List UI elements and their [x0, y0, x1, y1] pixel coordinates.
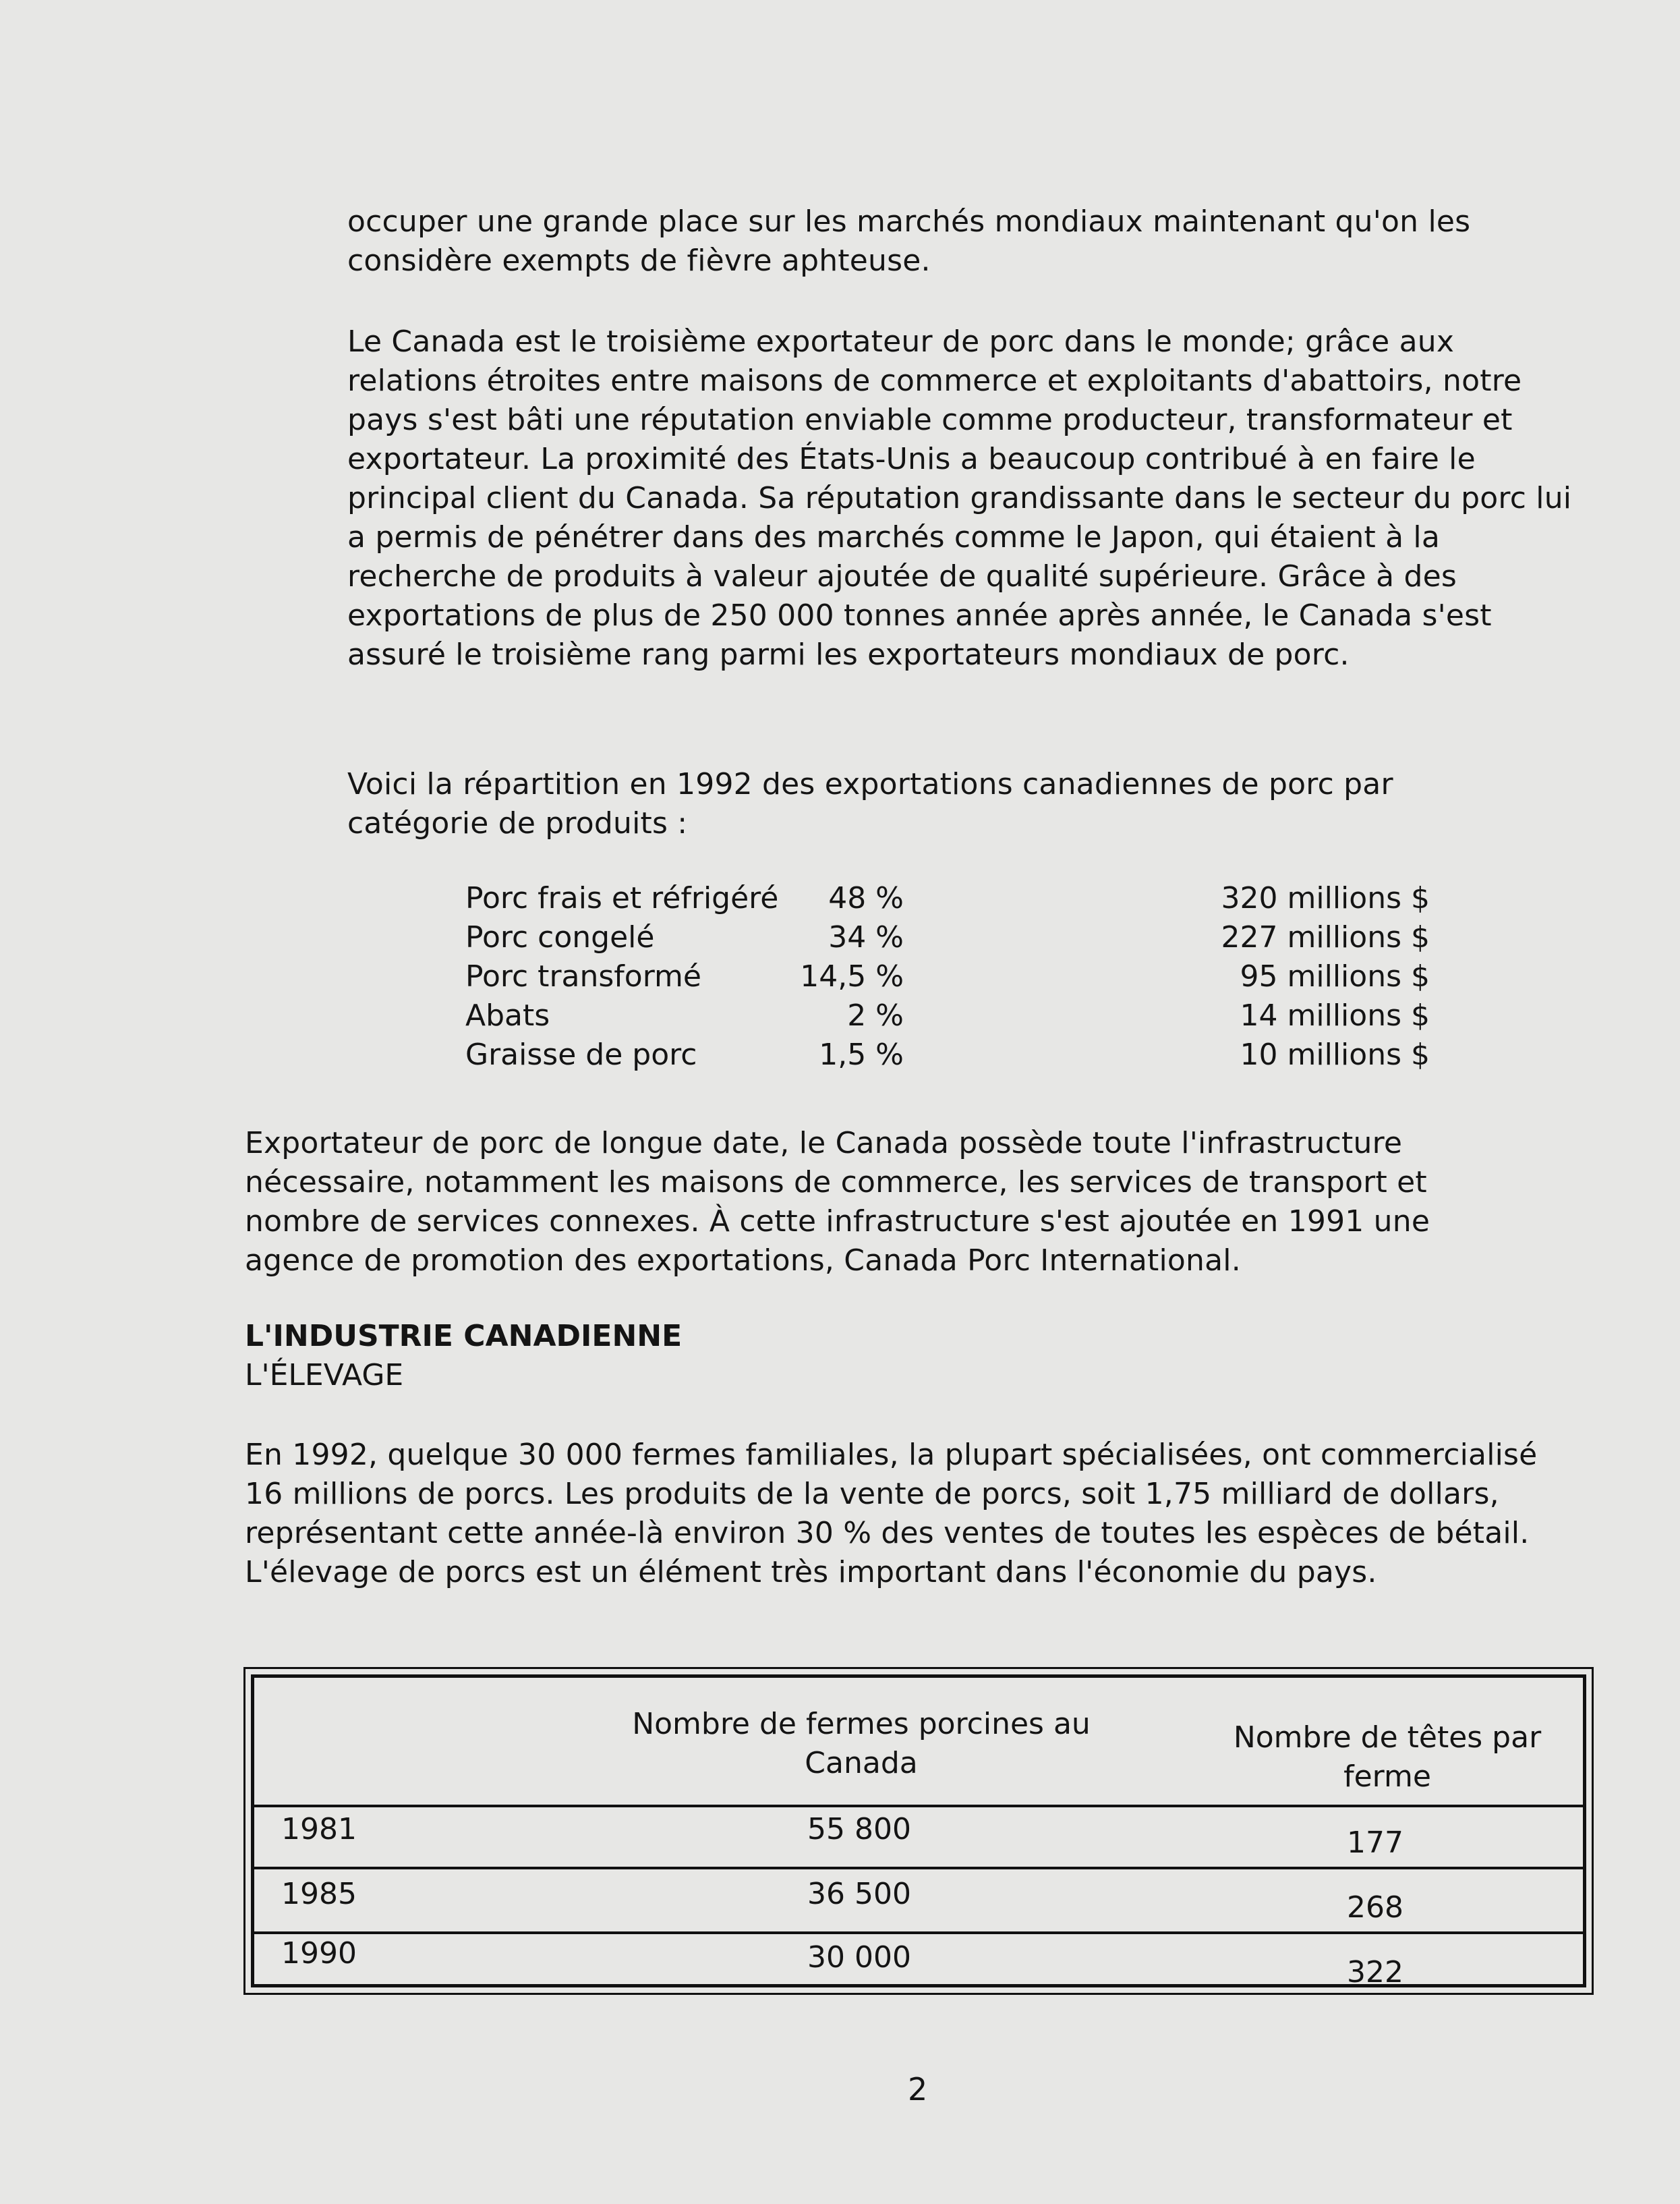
category-value: 320 millions $: [1221, 881, 1430, 915]
category-name: Porc congelé: [465, 920, 655, 955]
cell-year: 1981: [281, 1812, 357, 1846]
category-name: Porc frais et réfrigéré: [465, 881, 779, 915]
category-row: [465, 881, 1443, 920]
farm-statistics-table: [251, 1674, 1586, 1987]
cell-heads: 268: [1347, 1890, 1403, 1925]
category-percent: 2 %: [847, 998, 904, 1033]
table-header: [254, 1678, 1583, 1807]
cell-farms: 36 500: [807, 1877, 911, 1911]
section-subheading: L'ÉLEVAGE: [245, 1358, 404, 1392]
column-header-heads: Nombre de têtes par ferme: [1233, 1720, 1542, 1794]
section-heading: L'INDUSTRIE CANADIENNE: [245, 1319, 683, 1353]
category-row: [465, 1038, 1443, 1077]
cell-year: 1990: [281, 1936, 357, 1971]
paragraph-intro: occuper une grande place sur les marchés mondiaux maintenant qu'on les considère exempts de fièvre aphteuse.: [347, 204, 1471, 278]
category-percent: 48 %: [828, 881, 904, 915]
paragraph-canada-exporter: Le Canada est le troisième exportateur de porc dans le monde; grâce aux relations étroites entre maisons de commerce et exploitants d'abattoirs, notre pays s'est bâti une réputation enviable comme producteur, transformateur et exportateur. La proximité des États-Unis a beaucoup contribué à en faire le principal client du Canada. Sa réputation grandissante dans le secteur du porc lui a permis de pénétrer dans des marchés comme le Japon, qui étaient à la recherche de produits à valeur ajoutée de qualité supérieure. Grâce à des exportations de plus de 250 000 tonnes année après année, le Canada s'est assuré le troisième rang parmi les exportateurs mondiaux de porc.: [347, 324, 1572, 672]
category-name: Porc transformé: [465, 959, 701, 994]
category-value: 14 millions $: [1240, 998, 1430, 1033]
category-value: 95 millions $: [1240, 959, 1430, 994]
category-row: [465, 959, 1443, 998]
category-name: Graisse de porc: [465, 1038, 697, 1072]
table-row: [254, 1805, 1583, 1869]
table-row: [254, 1869, 1583, 1934]
category-percent: 14,5 %: [800, 959, 904, 994]
category-row: [465, 920, 1443, 959]
category-row: [465, 998, 1443, 1038]
paragraph-distribution-intro: Voici la répartition en 1992 des exportations canadiennes de porc par catégorie de produits :: [347, 767, 1393, 841]
cell-heads: 322: [1347, 1955, 1403, 1989]
category-value: 227 millions $: [1221, 920, 1430, 955]
paragraph-infrastructure: Exportateur de porc de longue date, le Canada possède toute l'infrastructure nécessaire, notamment les maisons de commerce, les services de transport et nombre de services connexes. À cette infrastructure s'est ajoutée en 1991 une agence de promotion des exportations, Canada Porc International.: [245, 1126, 1430, 1278]
cell-farms: 55 800: [807, 1812, 911, 1846]
export-category-table: [465, 881, 1443, 1077]
table-row: [254, 1934, 1583, 1989]
category-percent: 1,5 %: [819, 1038, 904, 1072]
category-name: Abats: [465, 998, 550, 1033]
page-number: 2: [908, 2071, 928, 2108]
column-header-farms: Nombre de fermes porcines au Canada: [632, 1707, 1091, 1780]
category-percent: 34 %: [828, 920, 904, 955]
cell-heads: 177: [1347, 1826, 1403, 1860]
category-value: 10 millions $: [1240, 1038, 1430, 1072]
paragraph-farming: En 1992, quelque 30 000 fermes familiales, la plupart spécialisées, ont commercialisé 16 millions de porcs. Les produits de la vente de porcs, soit 1,75 milliard de dollars, représentant cette année-là environ 30 % des ventes de toutes les espèces de bétail. L'élevage de porcs est un élément très important dans l'économie du pays.: [245, 1438, 1538, 1589]
cell-year: 1985: [281, 1877, 357, 1911]
cell-farms: 30 000: [807, 1940, 911, 1975]
